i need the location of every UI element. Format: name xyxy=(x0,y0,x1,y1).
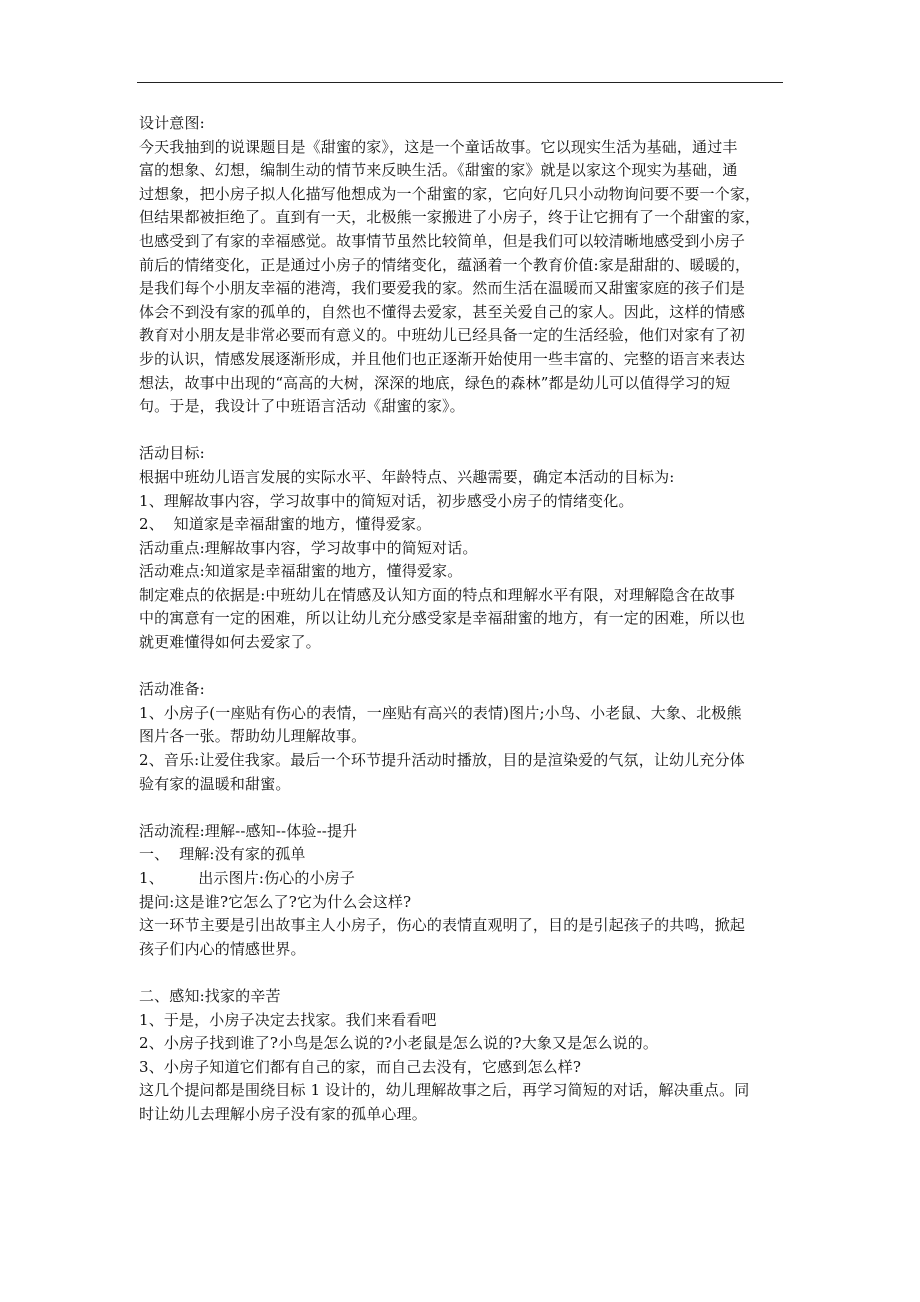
text-line: 中的寓意有一定的困难，所以让幼儿充分感受家是幸福甜蜜的地方，有一定的困难，所以也 xyxy=(139,609,746,628)
text-line: 这一环节主要是引出故事主人小房子，伤心的表情直观明了，目的是引起孩子的共鸣，掀起 xyxy=(139,916,746,935)
text-line: 是我们每个小朋友幸福的港湾，我们要爱我的家。然而生活在温暖而又甜蜜家庭的孩子们是 xyxy=(139,279,746,298)
text-line: 孩子们内心的情感世界。 xyxy=(139,939,306,958)
text-line: 图片各一张。帮助幼儿理解故事。 xyxy=(139,727,367,746)
section-design xyxy=(139,112,785,419)
text-line: 1、于是，小房子决定去找家。我们来看看吧 xyxy=(139,1010,437,1029)
text-line: 这几个提问都是围绕目标 1 设计的，幼儿理解故事之后，再学习简短的对话，解决重点。同 xyxy=(139,1081,750,1100)
text-line: 1、 出示图片:伤心的小房子 xyxy=(139,869,355,887)
header-rule xyxy=(137,82,783,83)
text-line: 体会不到没有家的孤单的，自然也不懂得去爱家，甚至关爱自己的家人。因此，这样的情感 xyxy=(139,302,746,321)
section-heading: 活动准备: xyxy=(139,680,205,699)
section-heading: 活动流程:理解--感知--体验--提升 xyxy=(139,821,358,840)
text-line: 根据中班幼儿语言发展的实际水平、年龄特点、兴趣需要，确定本活动的目标为: xyxy=(139,467,675,486)
text-line: 前后的情绪变化，正是通过小房子的情绪变化，蕴涵着一个教育价值:家是甜甜的、暖暖的， xyxy=(139,255,751,274)
text-line: 3、小房子知道它们都有自己的家，而自己去没有，它感到怎么样? xyxy=(139,1057,582,1076)
text-line: 活动难点:知道家是幸福甜蜜的地方，懂得爱家。 xyxy=(139,562,463,581)
text-line: 就更难懂得如何去爱家了。 xyxy=(139,633,321,652)
section-heading: 设计意图: xyxy=(139,114,205,132)
document-body xyxy=(139,112,785,1127)
section-goals xyxy=(139,442,785,654)
text-line: 教育对小朋友是非常必要而有意义的。中班幼儿已经具备一定的生活经验，他们对家有了初 xyxy=(139,326,746,345)
text-line: 1、小房子(一座贴有伤心的表情，一座贴有高兴的表情)图片;小鸟、小老鼠、大象、北极熊 xyxy=(139,703,742,722)
text-line: 今天我抽到的说课题目是《甜蜜的家》，这是一个童话故事。它以现实生活为基础，通过丰 xyxy=(139,137,738,156)
text-line: 富的想象、幻想，编制生动的情节来反映生活。《甜蜜的家》就是以家这个现实为基础，通 xyxy=(139,161,738,180)
text-line: 步的认识，情感发展逐渐形成，并且他们也正逐渐开始使用一些丰富的、完整的语言来表达 xyxy=(139,349,746,368)
text-line: 1、理解故事内容，学习故事中的简短对话，初步感受小房子的情绪变化。 xyxy=(139,491,634,510)
paragraph-gap xyxy=(139,796,785,820)
text-line: 提问:这是谁?它怎么了?它为什么会这样? xyxy=(139,892,412,911)
text-line: 活动重点:理解故事内容，学习故事中的简短对话。 xyxy=(139,538,478,557)
text-line: 句。于是，我设计了中班语言活动《甜蜜的家》。 xyxy=(139,397,465,416)
text-line: 制定难点的依据是:中班幼儿在情感及认知方面的特点和理解水平有限，对理解隐含在故事 xyxy=(139,585,736,604)
text-line: 过想象，把小房子拟人化描写他想成为一个甜蜜的家，它向好几只小动物询问要不要一个家， xyxy=(139,184,761,203)
paragraph-gap xyxy=(139,961,785,985)
text-line: 2、小房子找到谁了?小鸟是怎么说的?小老鼠是怎么说的?大象又是怎么说的。 xyxy=(139,1034,659,1053)
section-heading: 活动目标: xyxy=(139,444,205,463)
text-line: 也感受到了有家的幸福感觉。故事情节虽然比较简单，但是我们可以较清晰地感受到小房子 xyxy=(139,231,746,250)
text-line: 时让幼儿去理解小房子没有家的孤单心理。 xyxy=(139,1104,427,1123)
text-line: 2、 知道家是幸福甜蜜的地方，懂得爱家。 xyxy=(139,515,432,534)
text-line: 但结果都被拒绝了。直到有一天，北极熊一家搬进了小房子，终于让它拥有了一个甜蜜的家， xyxy=(139,208,761,227)
section-prep xyxy=(139,678,785,796)
paragraph-gap xyxy=(139,419,785,443)
paragraph-gap xyxy=(139,655,785,679)
text-line: 一、 理解:没有家的孤单 xyxy=(139,845,306,864)
section-flow xyxy=(139,820,785,962)
text-line: 想法，故事中出现的“高高的大树，深深的地底，绿色的森林”都是幼儿可以值得学习的短 xyxy=(139,373,731,392)
text-line: 验有家的温暖和甜蜜。 xyxy=(139,774,291,793)
section-perceive xyxy=(139,985,785,1127)
text-line: 2、音乐:让爱住我家。最后一个环节提升活动时播放，目的是渲染爱的气氛，让幼儿充分体 xyxy=(139,751,745,770)
section-heading: 二、感知:找家的辛苦 xyxy=(139,986,281,1005)
